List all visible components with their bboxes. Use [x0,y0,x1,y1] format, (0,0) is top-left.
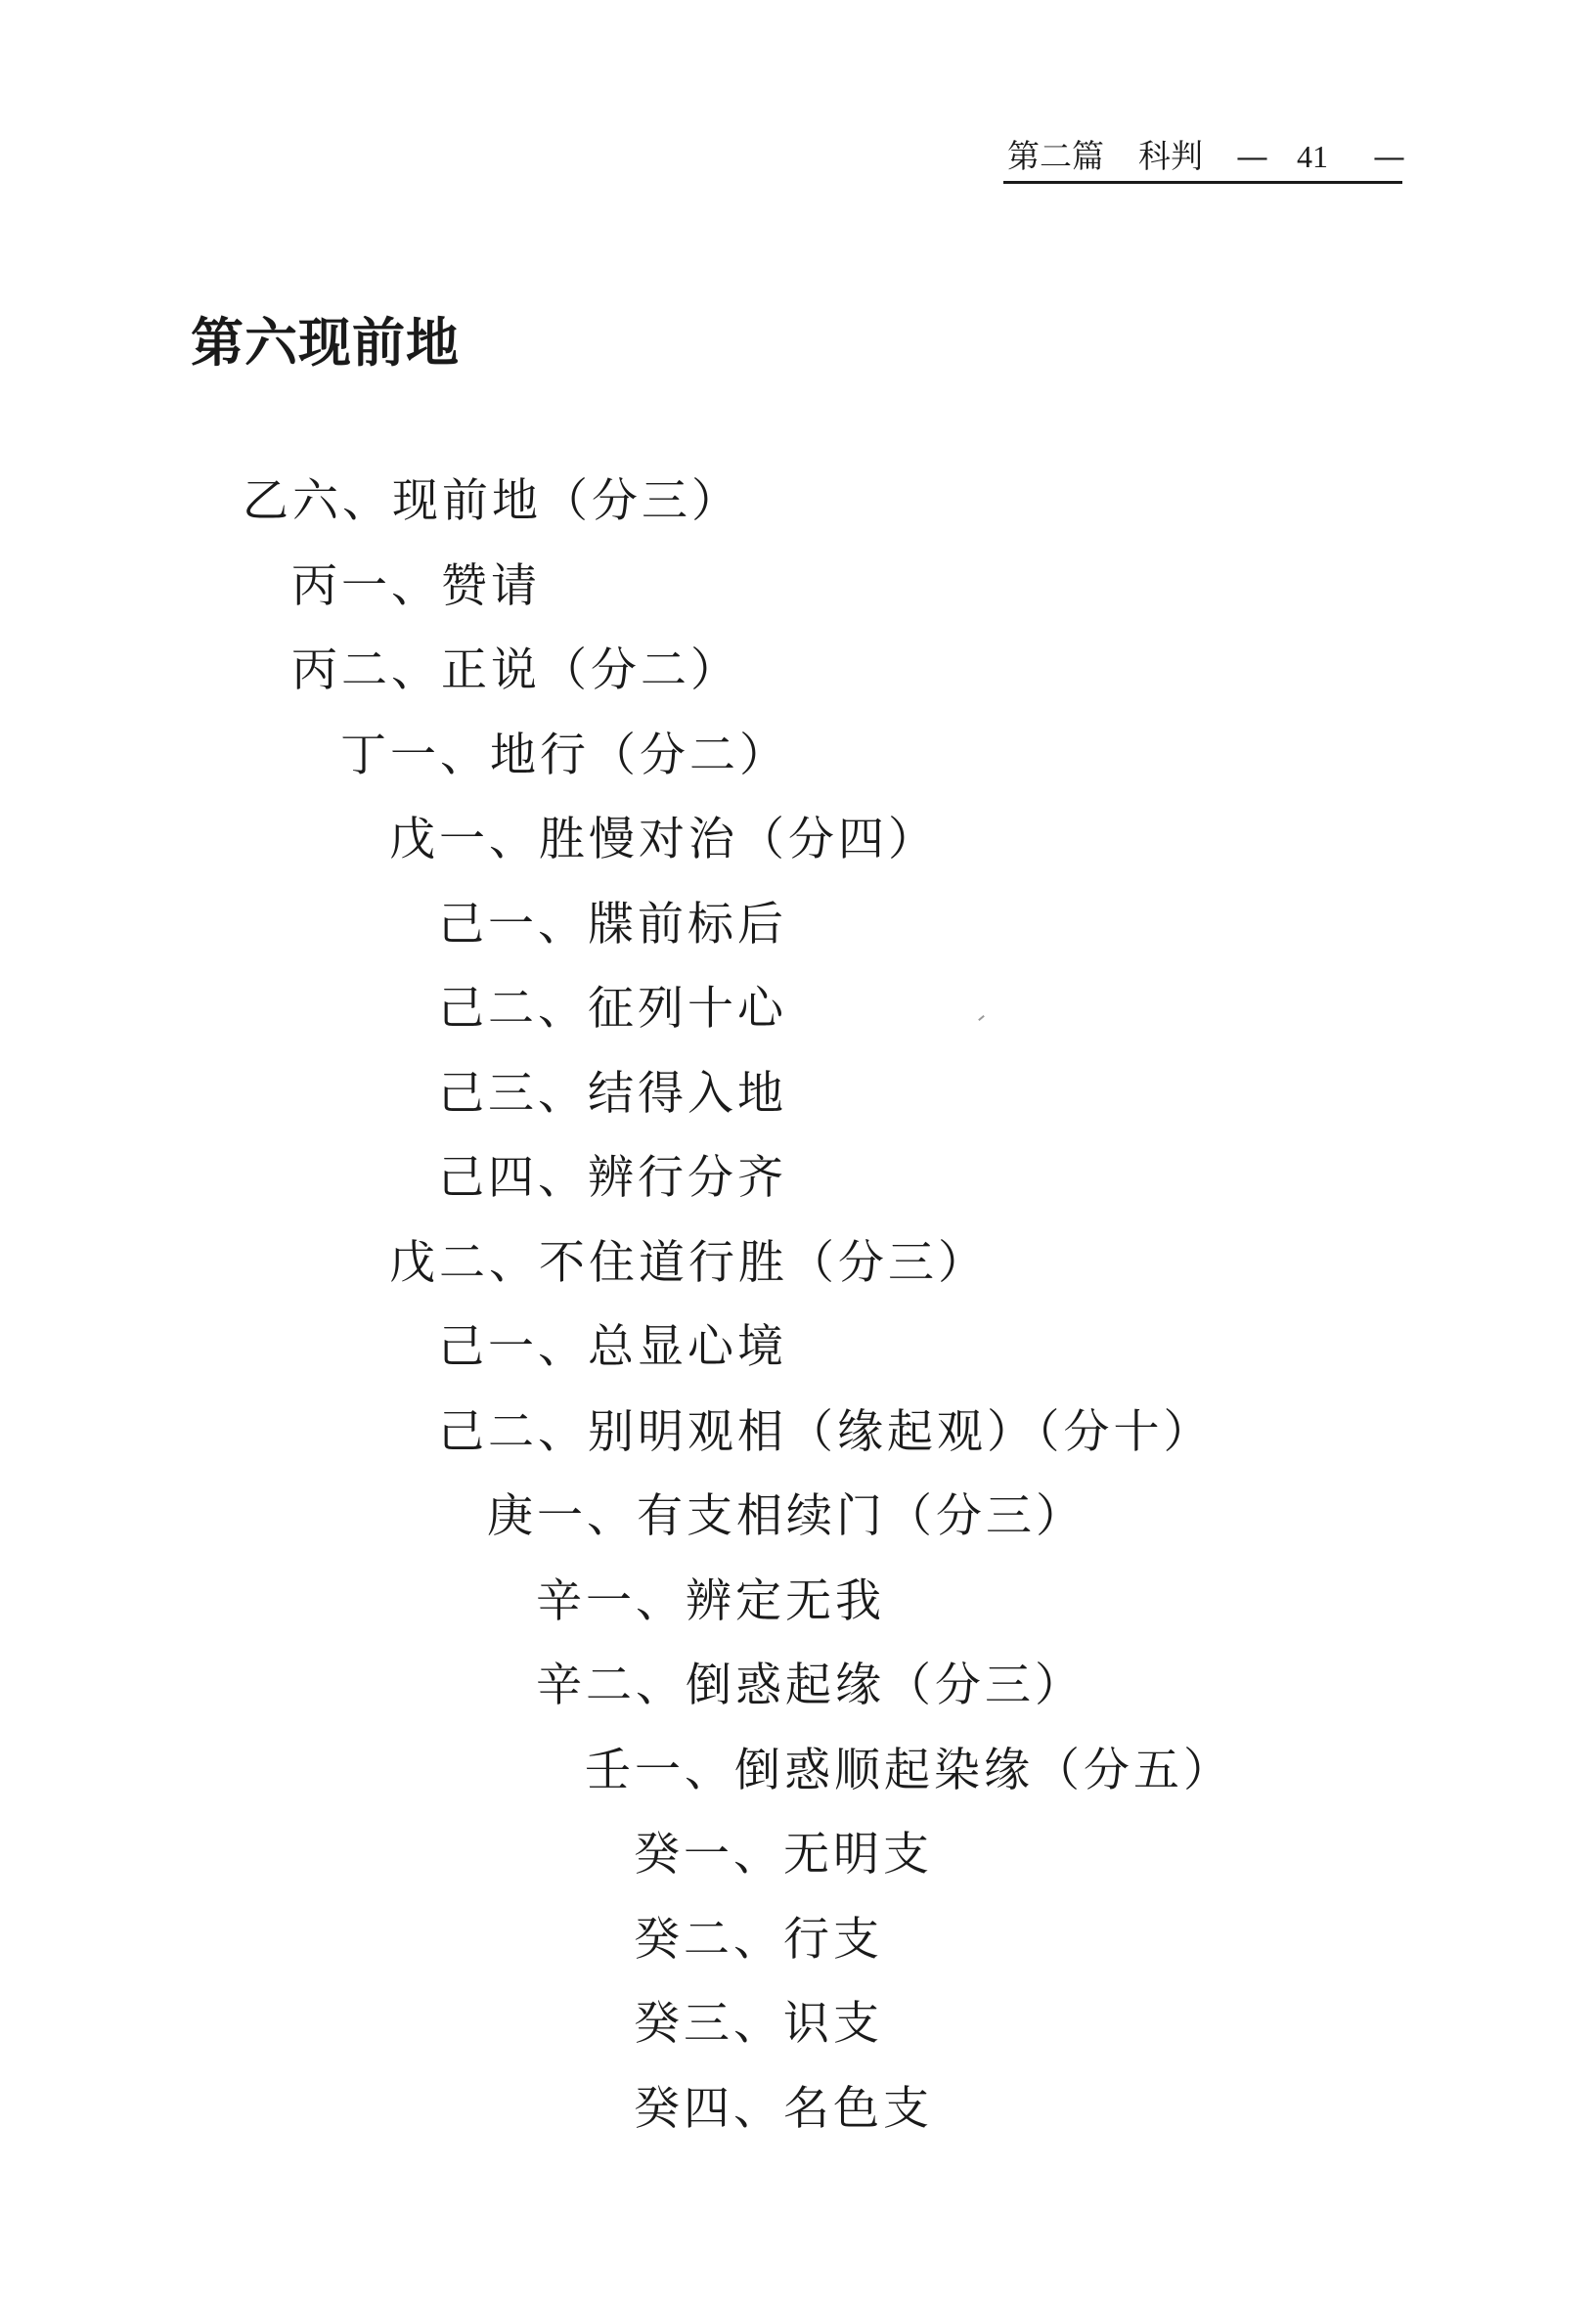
outline-item: 癸一、无明支 [634,1828,933,1882]
outline-item: 己二、别明观相（缘起观）（分十） [438,1404,1214,1459]
outline-item: 己一、总显心境 [438,1320,787,1374]
outline-item: 辛一、辨定无我 [536,1573,885,1628]
outline-item: 壬一、倒惑顺起染缘（分五） [585,1743,1233,1797]
outline-item: 庚一、有支相续门（分三） [487,1489,1086,1543]
outline-item: 丙二、正说（分二） [291,643,740,697]
outline-item: 己四、辨行分齐 [438,1151,787,1205]
outline-item: 辛二、倒惑起缘（分三） [536,1659,1085,1712]
outline-item: 丙一、赞请 [291,558,541,613]
outline-item: 戊二、不住道行胜（分三） [389,1235,988,1290]
outline-item: 丁一、地行（分二） [340,728,789,782]
outline-item: 癸四、名色支 [634,2081,933,2136]
outline-item: 癸二、行支 [634,1912,883,1967]
scan-speck [978,1015,985,1021]
header-section: 科判 [1138,137,1203,175]
outline-item: 己一、牒前标后 [438,897,787,952]
header-dash-left: — [1236,137,1268,175]
outline-item: 己二、征列十心 [438,982,787,1036]
outline-item: 乙六、现前地（分三） [243,474,741,528]
outline-item: 己三、结得入地 [438,1066,787,1121]
outline-item: 癸三、识支 [634,1997,883,2051]
header-part: 第二篇 [1007,137,1104,175]
page-number: 41 [1297,139,1328,174]
outline-item: 戊一、胜慢对治（分四） [389,813,938,866]
running-header [1003,132,1405,184]
header-dash-right: — [1373,137,1405,175]
chapter-title: 第六现前地 [191,311,460,374]
